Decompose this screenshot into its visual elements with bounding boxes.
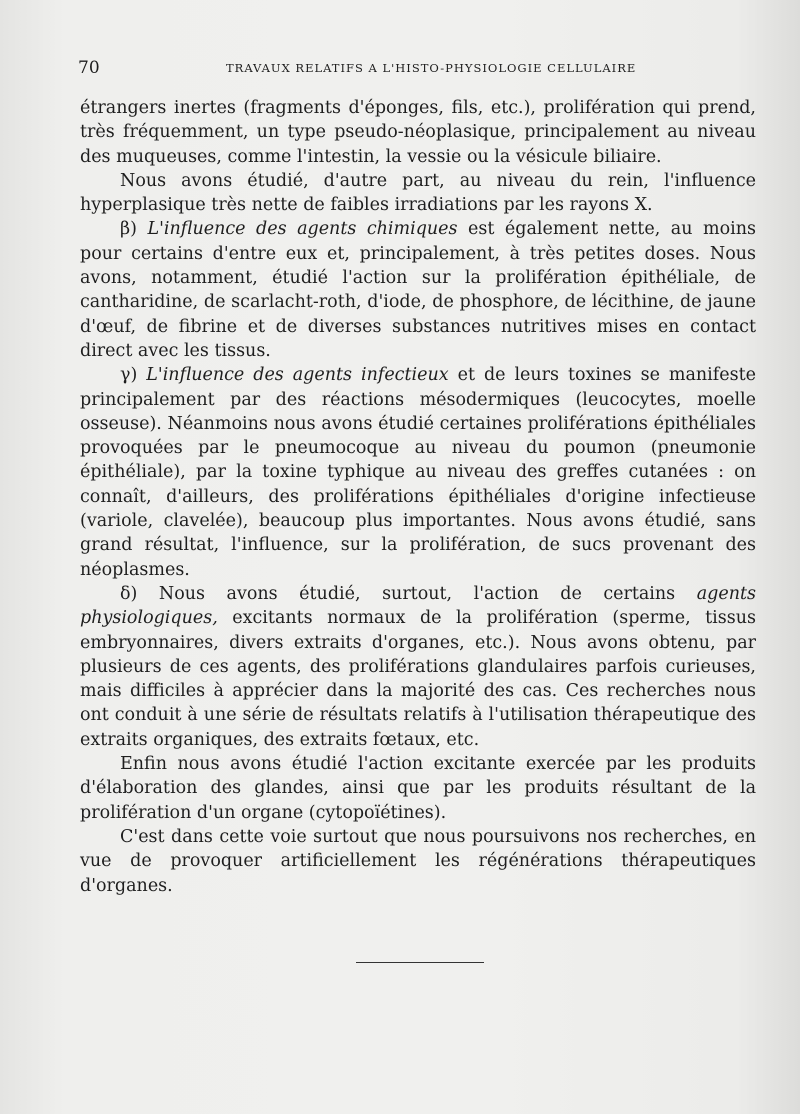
marker-beta: β) [120,219,137,240]
paragraph-delta-intro: Nous avons étudié, surtout, l'action de certains [158,583,676,604]
paragraph-7: C'est dans cette voie surtout que nous poursuivons nos recherches, en vue de provoquer artificiellement les régénérations thérapeutiques d'organes. [80,826,756,896]
paragraph-6: Enfin nous avons étudié l'action excitante exercée par les produits d'élaboration des glandes, ainsi que par les produits résultant de la prolifération d'un organe (cytopoïétines). [80,754,756,823]
running-title: TRAVAUX RELATIFS A L'HISTO-PHYSIOLOGIE CELLULAIRE [226,61,637,75]
paragraph-beta [80,217,756,363]
heading-agents-infectieux: L'influence des agents infectieux [146,365,449,386]
paragraph-beta-body: est également nette, au moins pour certains d'entre eux et, principalement, à très petites doses. Nous avons, notamment, étudié l'action sur la prolifération épithéliale, de cantharidine, de scarlacht-roth, d'iode, de phosphore, de lécithine, de jaune d'œuf, de fibrine et de diverses substances nutritives mises en contact direct avec les tissus. [80,219,756,361]
marker-delta: δ) [120,583,138,604]
heading-agents-physiologiques: agents physiologiques, [80,583,756,629]
paragraph-gamma [80,363,756,582]
marker-gamma: γ) [120,365,138,386]
paragraph-delta-body: excitants normaux de la prolifération (sperme, tissus embryonnaires, divers extraits d'organes, etc.). Nous avons obtenu, par plusieurs de ces agents, des proliférations glandulaires parfois curieuses, mais difficiles à apprécier dans la majorité des cas. Ces recherches nous ont conduit à une série de résultats relatifs à l'utilisation thérapeutique des extraits organiques, des extraits fœtaux, etc. [80,608,756,750]
paragraph-2: Nous avons étudié, d'autre part, au niveau du rein, l'influence hyperplasique très nette de faibles irradiations par les rayons X. [80,170,756,216]
paragraph-1: étrangers inertes (fragments d'éponges, fils, etc.), prolifération qui prend, très fréquemment, un type pseudo-néoplasique, principalement au niveau des muqueuses, comme l'intestin, la vessie ou la vésicule biliaire. [80,98,756,167]
paragraph-delta [80,582,756,752]
body-text [80,96,756,898]
paragraph-gamma-body: et de leurs toxines se manifeste principalement par des réactions mésodermiques (leucocytes, moelle osseuse). Néanmoins nous avons étudié certaines proliférations épithéliales provoquées par le pneumocoque au niveau du poumon (pneumonie épithéliale), par la toxine typhique au niveau des greffes cutanées : on connaît, d'ailleurs, des proliférations épithéliales d'origine infectieuse (variole, clavelée), beaucoup plus importantes. Nous avons étudié, sans grand résultat, l'influence, sur la prolifération, de sucs provenant des néoplasmes. [80,365,756,580]
page-header [78,58,760,80]
page-number: 70 [78,58,100,78]
heading-agents-chimiques: L'influence des agents chimiques [147,219,458,240]
end-rule [356,962,484,963]
